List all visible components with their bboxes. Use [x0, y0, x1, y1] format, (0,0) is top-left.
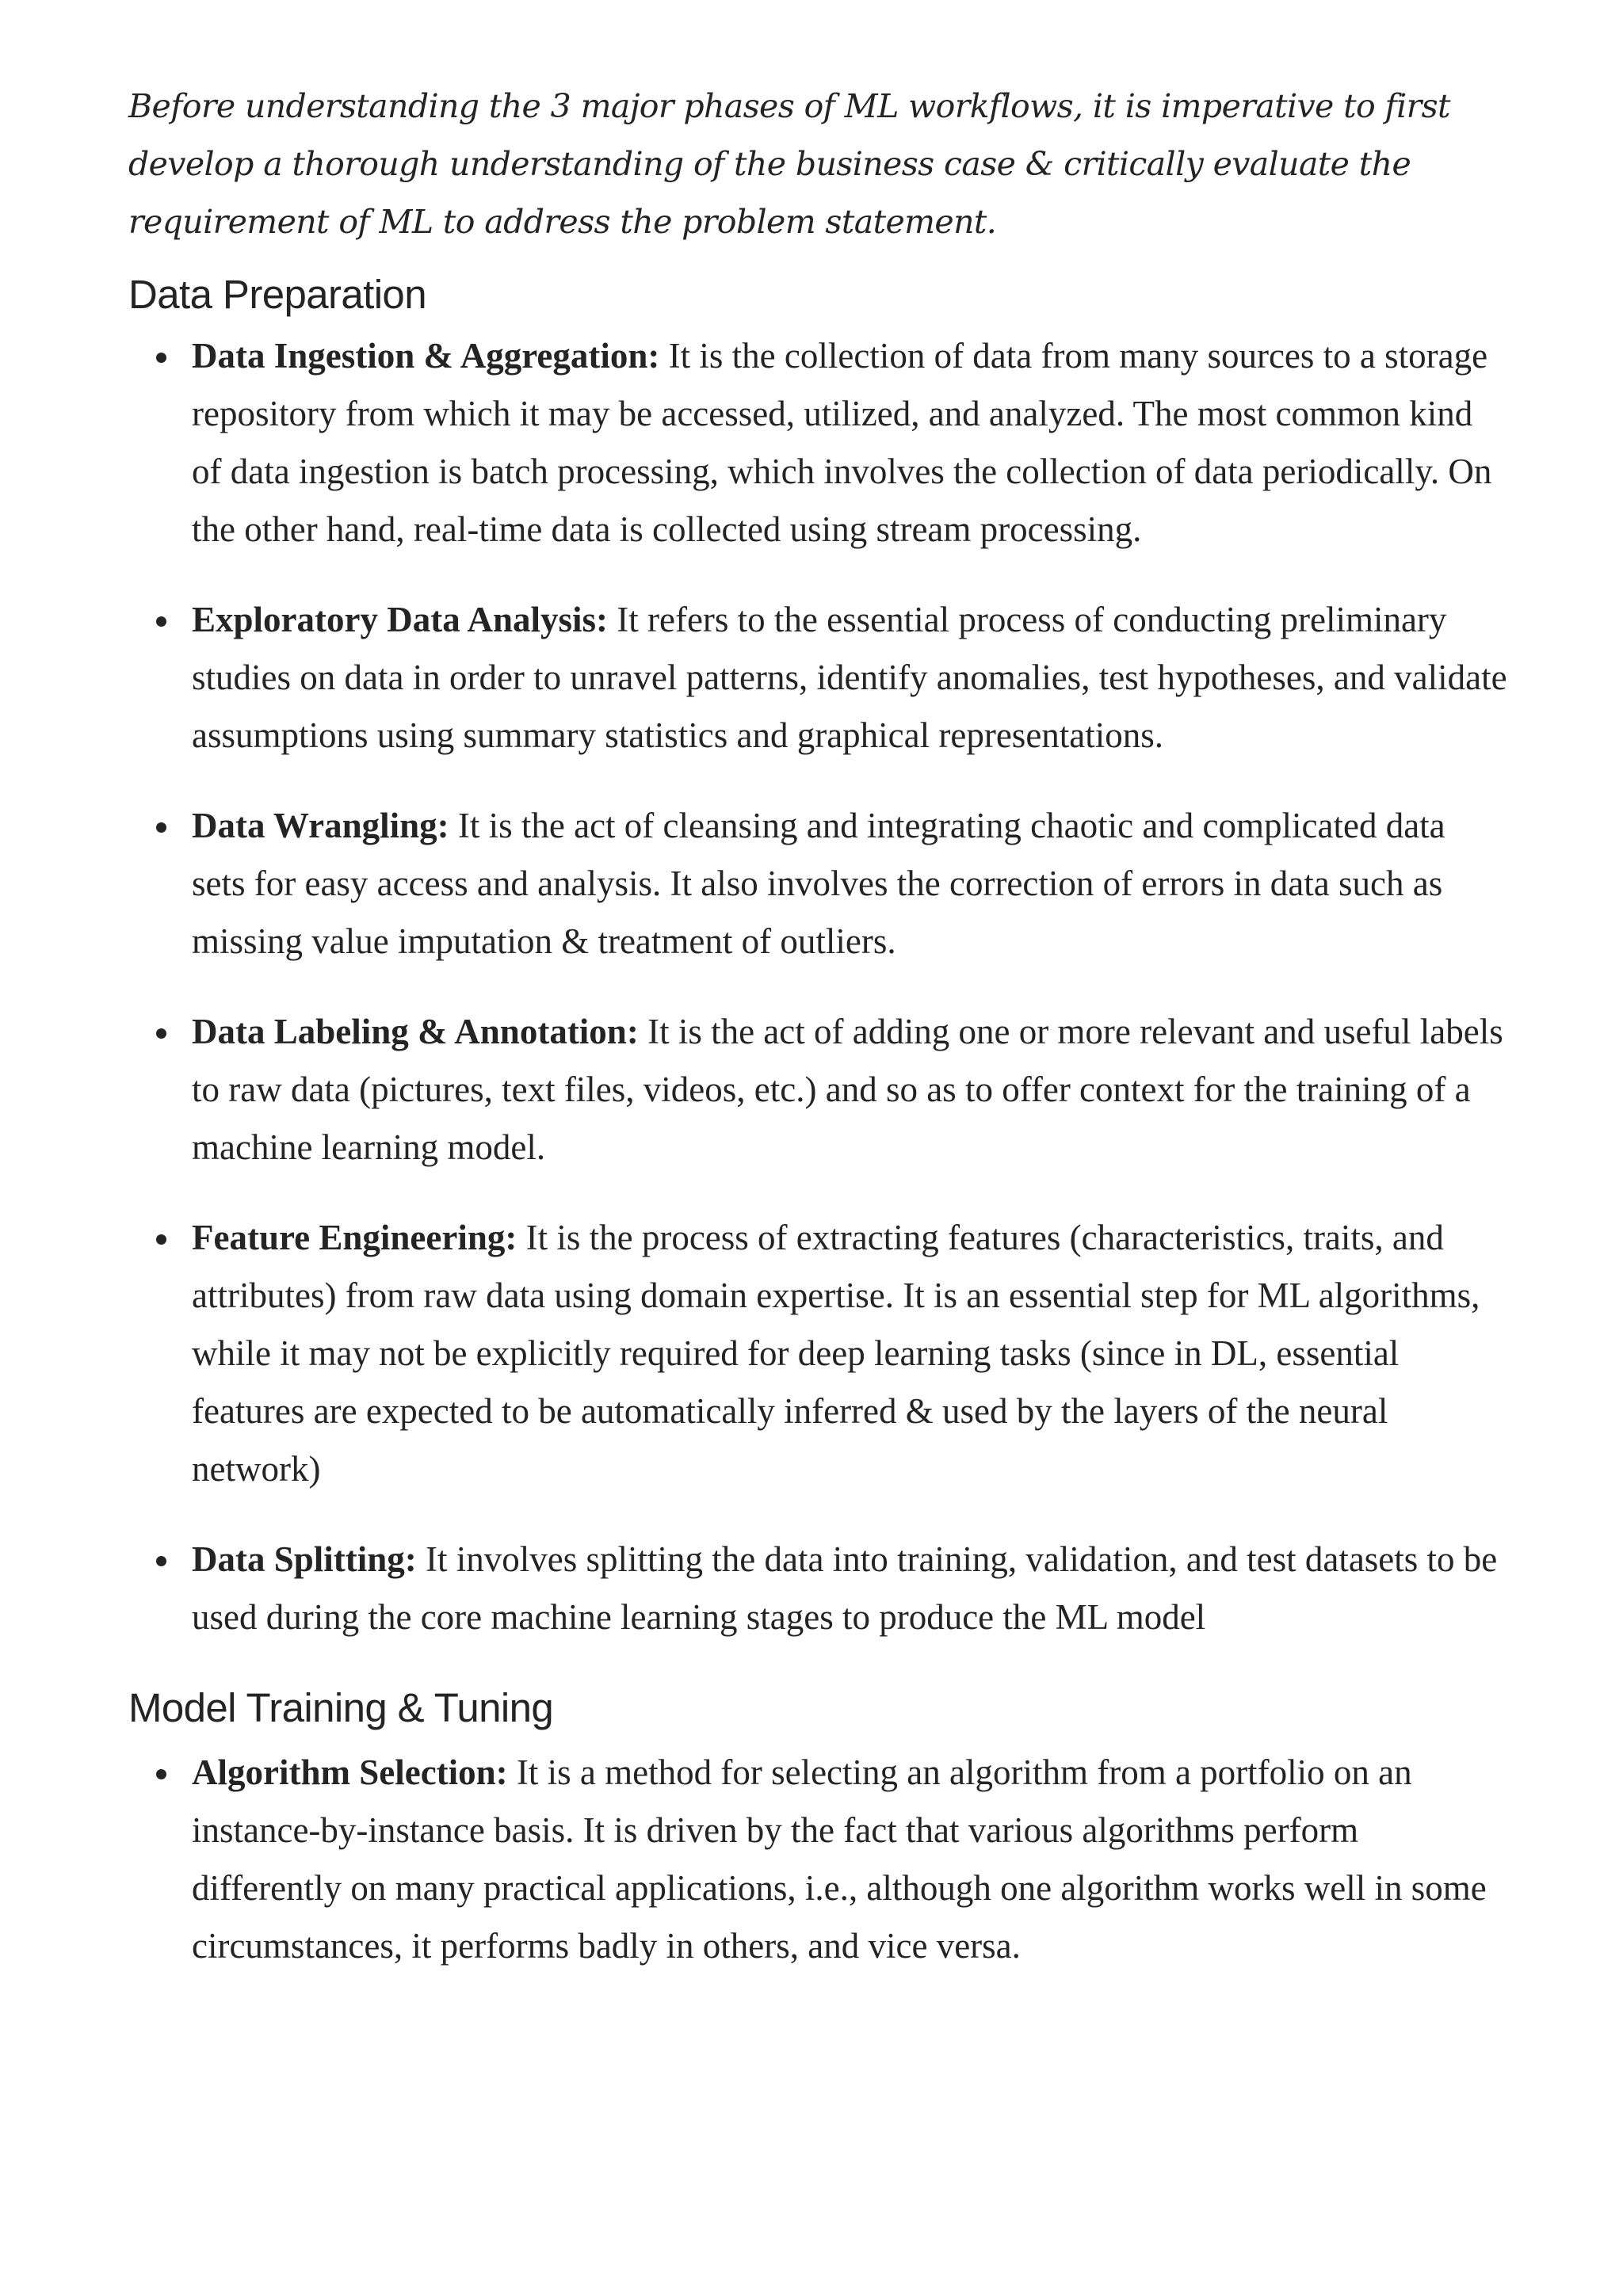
bullet-icon	[156, 1028, 166, 1039]
bullet-icon	[156, 1556, 166, 1566]
bullet-icon	[156, 822, 166, 833]
intro-paragraph: Before understanding the 3 major phases of ML workflows, it is imperative to first develop a thorough understanding of the business case & critically evaluate the requirement of ML to address the problem statement.	[128, 87, 1450, 241]
list-item-term: Feature Engineering:	[192, 1218, 517, 1257]
section-heading-data-preparation: Data Preparation	[128, 272, 426, 317]
model-training-list	[128, 1744, 1507, 1975]
list-item	[128, 1744, 1507, 1975]
list-item-text: It is the collection of data from many sources to a storage repository from which it may be accessed, utilized, and analyzed. The most common kind of data ingestion is batch processing, which involves the collection of data periodically. On the other hand, real-time data is collected using stream processing.	[192, 336, 1492, 549]
bullet-icon	[156, 1769, 166, 1779]
article-body	[128, 0, 1507, 1975]
bullet-icon	[156, 616, 166, 627]
list-item-term: Data Wrangling:	[192, 806, 449, 845]
list-item-text: It is the act of cleansing and integrating chaotic and complicated data sets for easy access and analysis. It also involves the correction of errors in data such as missing value imputation & treatment of outliers.	[192, 806, 1445, 961]
list-item-text: It involves splitting the data into training, validation, and test datasets to be used during the core machine learning stages to produce the ML model	[192, 1539, 1498, 1637]
list-item-text: It is the act of adding one or more relevant and useful labels to raw data (pictures, text files, videos, etc.) and so as to offer context for the training of a machine learning model.	[192, 1012, 1503, 1167]
list-item-text: It is a method for selecting an algorithm from a portfolio on an instance-by-instance basis. It is driven by the fact that various algorithms perform differently on many practical applications, i.e., although one algorithm works well in some circumstances, it performs badly in others, and vice versa.	[192, 1753, 1487, 1966]
list-item-text: It is the process of extracting features (characteristics, traits, and attributes) from raw data using domain expertise. It is an essential step for ML algorithms, while it may not be explicitly required for deep learning tasks (since in DL, essential features are expected to be automatically inferred & used by the layers of the neural network)	[192, 1218, 1480, 1489]
list-item-term: Data Splitting:	[192, 1539, 417, 1579]
section-heading-model-training: Model Training & Tuning	[128, 1685, 554, 1730]
data-preparation-list	[128, 327, 1507, 1646]
list-item-term: Data Ingestion & Aggregation:	[192, 336, 660, 376]
list-item	[128, 797, 1507, 971]
list-item-text: It refers to the essential process of conducting preliminary studies on data in order to unravel patterns, identify anomalies, test hypotheses, and validate assumptions using summary statistics and graphical representations.	[192, 600, 1507, 755]
list-item-term: Data Labeling & Annotation:	[192, 1012, 639, 1051]
list-item-term: Algorithm Selection:	[192, 1753, 508, 1792]
list-item	[128, 1209, 1507, 1498]
list-item	[128, 1003, 1507, 1177]
list-item	[128, 591, 1507, 765]
list-item-term: Exploratory Data Analysis:	[192, 600, 609, 639]
list-item	[128, 1531, 1507, 1646]
list-item	[128, 327, 1507, 559]
bullet-icon	[156, 353, 166, 363]
bullet-icon	[156, 1234, 166, 1245]
